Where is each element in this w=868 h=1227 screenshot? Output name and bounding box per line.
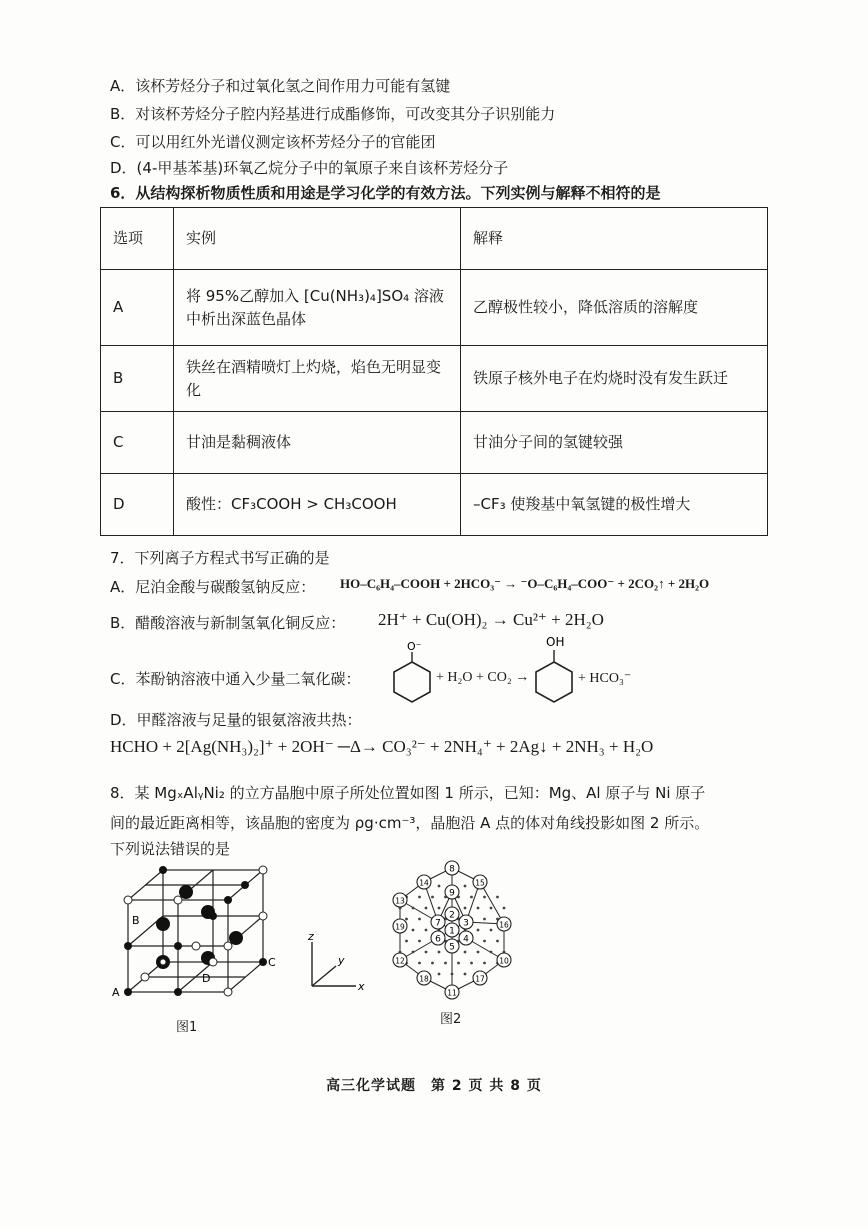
atom-number-label: 2 — [449, 910, 455, 921]
point-a-label: A — [112, 986, 120, 999]
row-example: 铁丝在酒精喷灯上灼烧，焰色无明显变化 — [174, 346, 461, 412]
atom-number-label: 13 — [395, 896, 405, 906]
row-option: B — [101, 346, 174, 412]
q7-stem: 7．下列离子方程式书写正确的是 — [110, 549, 330, 567]
q5-option-a: A．该杯芳烃分子和过氧化氢之间作用力可能有氢键 — [110, 77, 451, 95]
atom-number-label: 11 — [447, 988, 457, 998]
atom-number-label: 3 — [463, 918, 469, 929]
row-option: C — [101, 412, 174, 474]
q7-option-c-middle: + H₂O + CO₂ → — [436, 670, 530, 685]
lattice-dot — [470, 896, 473, 899]
q7-option-d-text: D．甲醛溶液与足量的银氨溶液共热： — [110, 711, 362, 729]
q7-option-a-text: A．尼泊金酸与碳酸氢钠反应： — [110, 578, 316, 596]
q7-option-c-text: C．苯酚钠溶液中通入少量二氧化碳： — [110, 670, 361, 688]
lattice-dot — [457, 962, 460, 965]
lattice-dot — [477, 907, 480, 910]
lattice-dot — [490, 929, 493, 932]
lattice-dot — [496, 940, 499, 943]
atom-number-label: 4 — [463, 934, 469, 945]
figure-2-caption: 图2 — [440, 1012, 462, 1027]
header-option: 选项 — [101, 208, 174, 270]
atom-number-label: 7 — [435, 918, 441, 929]
phenoxide-o-label: O⁻ — [407, 640, 422, 653]
row-explanation: –CF₃ 使羧基中氧氢键的极性增大 — [461, 474, 768, 536]
lattice-dot — [438, 951, 441, 954]
atom-number-label: 8 — [449, 864, 455, 875]
atom-number-label: 16 — [499, 920, 509, 930]
lattice-dot — [418, 940, 421, 943]
q7-option-a-equation: HO–C₆H₄–COOH + 2HCO₃⁻ → ⁻O–C₆H₄–COO⁻ + 2CO₂↑ + 2H₂O — [340, 576, 710, 591]
row-explanation: 铁原子核外电子在灼烧时没有发生跃迁 — [461, 346, 768, 412]
q5-option-c: C．可以用红外光谱仪测定该杯芳烃分子的官能团 — [110, 133, 436, 151]
lattice-dot — [412, 907, 415, 910]
q6-stem: 6．从结构探析物质性质和用途是学习化学的有效方法。下列实例与解释不相符的是 — [110, 184, 661, 202]
atom-number-label: 14 — [419, 878, 429, 888]
phenol-ring-icon — [532, 634, 576, 704]
atom-number-label: 9 — [449, 888, 455, 899]
point-b-label: B — [132, 914, 140, 927]
lattice-dot — [431, 896, 434, 899]
table-header-row — [101, 208, 768, 270]
lattice-dot — [418, 962, 421, 965]
lattice-dot — [477, 951, 480, 954]
lattice-dot — [438, 907, 441, 910]
lattice-dot — [405, 918, 408, 921]
q8-line-3: 下列说法错误的是 — [110, 840, 231, 858]
row-option: A — [101, 270, 174, 346]
lattice-dot — [477, 929, 480, 932]
q5-option-d: D．(4-甲基苯基)环氧乙烷分子中的氧原子来自该杯芳烃分子 — [110, 159, 509, 177]
row-example: 酸性：CF₃COOH > CH₃COOH — [174, 474, 461, 536]
q7-option-b-text: B．醋酸溶液与新制氢氧化铜反应： — [110, 614, 346, 632]
atom-number-label: 5 — [449, 942, 455, 953]
row-explanation: 乙醇极性较小，降低溶质的溶解度 — [461, 270, 768, 346]
lattice-dot — [490, 907, 493, 910]
lattice-dot — [412, 951, 415, 954]
lattice-dot — [425, 929, 428, 932]
lattice-dot — [438, 973, 441, 976]
point-d-label: D — [202, 972, 211, 985]
row-example: 甘油是黏稠液体 — [174, 412, 461, 474]
lattice-dot — [405, 940, 408, 943]
lattice-dot — [483, 896, 486, 899]
lattice-dot — [496, 896, 499, 899]
lattice-dot — [431, 962, 434, 965]
figure-1-caption: 图1 — [176, 1020, 198, 1035]
q7-option-b-equation: 2H⁺ + Cu(OH)₂ → Cu²⁺ + 2H₂O — [378, 610, 604, 629]
q7-option-c-end: + HCO₃⁻ — [578, 671, 632, 686]
lattice-dot — [418, 896, 421, 899]
phenoxide-ring-icon — [390, 640, 434, 704]
table-row — [101, 346, 768, 412]
lattice-dot — [425, 907, 428, 910]
atom-number-label: 17 — [475, 974, 485, 984]
axis-z-label: z — [308, 930, 314, 943]
atom-number-label: 10 — [499, 956, 509, 966]
lattice-dot — [464, 885, 467, 888]
lattice-dot — [483, 918, 486, 921]
lattice-dot — [503, 907, 506, 910]
q5-option-b: B．对该杯芳烃分子腔内羟基进行成酯修饰，可改变其分子识别能力 — [110, 105, 556, 123]
lattice-dot — [444, 962, 447, 965]
axis-y-label: y — [338, 954, 345, 967]
atom-number-label: 12 — [395, 956, 405, 966]
lattice-dot — [412, 929, 415, 932]
lattice-dot — [483, 962, 486, 965]
lattice-dot — [464, 907, 467, 910]
lattice-dot — [425, 951, 428, 954]
q6-table — [100, 207, 768, 536]
q8-line-1: 8．某 MgₓAlᵧNi₂ 的立方晶胞中原子所处位置如图 1 所示，已知：Mg、Al 原子与 Ni 原子 — [110, 784, 706, 802]
atom-number-label: 1 — [449, 926, 455, 937]
atom-number-label: 15 — [475, 878, 485, 888]
point-c-label: C — [268, 956, 276, 969]
row-explanation: 甘油分子间的氢键较强 — [461, 412, 768, 474]
table-row — [101, 412, 768, 474]
figure-2-projection — [384, 860, 520, 1000]
figure-1-unit-cell — [108, 862, 288, 1002]
atom-number-label: 6 — [435, 934, 441, 945]
lattice-dot — [464, 973, 467, 976]
lattice-dot — [451, 973, 454, 976]
table-row — [101, 270, 768, 346]
lattice-dot — [418, 918, 421, 921]
phenol-oh-label: OH — [546, 635, 565, 649]
lattice-dot — [490, 951, 493, 954]
atom-number-label: 18 — [419, 974, 429, 984]
header-explanation: 解释 — [461, 208, 768, 270]
axes-icon — [300, 930, 370, 994]
page-footer: 高三化学试题 第 2 页 共 8 页 — [326, 1078, 542, 1094]
lattice-dot — [470, 962, 473, 965]
atom-number-label: 19 — [395, 922, 405, 932]
row-example: 将 95%乙醇加入 [Cu(NH₃)₄]SO₄ 溶液中析出深蓝色晶体 — [174, 270, 461, 346]
q8-line-2: 间的最近距离相等，该晶胞的密度为 ρg·cm⁻³，晶胞沿 A 点的体对角线投影如图 2 所示。 — [110, 814, 710, 832]
axis-x-label: x — [358, 980, 365, 993]
lattice-dot — [438, 885, 441, 888]
lattice-dot — [483, 940, 486, 943]
q7-option-d-equation: HCHO + 2[Ag(NH₃)₂]⁺ + 2OH⁻ ─Δ→ CO₃²⁻ + 2NH₄⁺ + 2Ag↓ + 2NH₃ + H₂O — [110, 737, 654, 756]
row-option: D — [101, 474, 174, 536]
header-example: 实例 — [174, 208, 461, 270]
lattice-dot — [464, 951, 467, 954]
table-row — [101, 474, 768, 536]
